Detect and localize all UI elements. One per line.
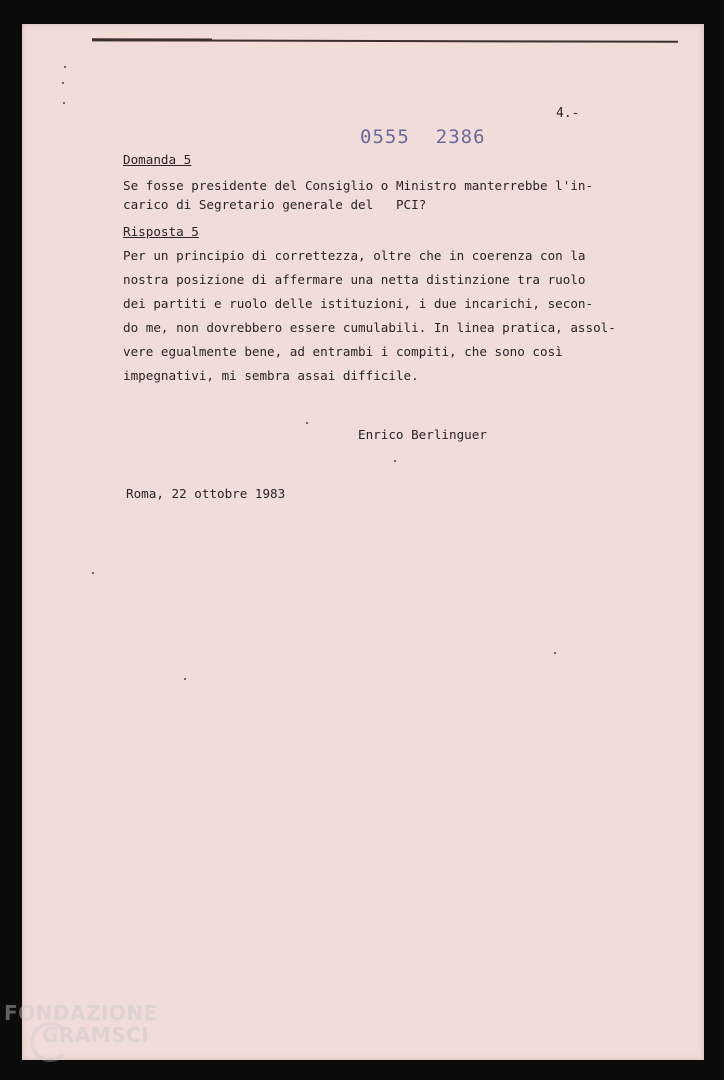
answer-heading: Risposta 5 xyxy=(123,224,199,239)
question-heading: Domanda 5 xyxy=(123,152,192,167)
answer-line: do me, non dovrebbero essere cumulabili. In linea pratica, assol- xyxy=(123,320,616,335)
answer-line: impegnativi, mi sembra assai difficile. xyxy=(123,368,419,383)
punch-mark xyxy=(63,102,65,104)
speck xyxy=(554,652,556,654)
speck xyxy=(184,678,186,680)
speck xyxy=(306,422,308,424)
document-page xyxy=(22,24,704,1060)
question-line: Se fosse presidente del Consiglio o Ministro manterrebbe l'in- xyxy=(123,178,594,193)
watermark-line-2: GRAMSCI xyxy=(42,1023,150,1047)
stamp-part-1: 0555 xyxy=(360,126,410,148)
answer-line: Per un principio di correttezza, oltre che in coerenza con la xyxy=(123,248,586,263)
page-number: 4.- xyxy=(556,106,580,121)
answer-line: nostra posizione di affermare una netta distinzione tra ruolo xyxy=(123,272,586,287)
place-date: Roma, 22 ottobre 1983 xyxy=(126,486,286,501)
answer-line: dei partiti e ruolo delle istituzioni, i due incarichi, secon- xyxy=(123,296,594,311)
watermark-logo xyxy=(4,1002,158,1046)
signature: Enrico Berlinguer xyxy=(358,427,487,442)
speck xyxy=(394,460,396,462)
top-rule xyxy=(92,39,678,43)
archive-stamp xyxy=(360,126,486,148)
answer-line: vere egualmente bene, ad entrambi i compiti, che sono così xyxy=(123,344,563,359)
speck xyxy=(92,572,94,574)
g-logo-icon xyxy=(30,1022,70,1062)
punch-mark xyxy=(64,66,66,68)
punch-mark xyxy=(62,82,64,84)
question-line: carico di Segretario generale del PCI? xyxy=(123,197,427,212)
watermark-line-1: FONDAZIONE xyxy=(4,1001,158,1025)
stamp-part-2: 2386 xyxy=(435,126,486,148)
